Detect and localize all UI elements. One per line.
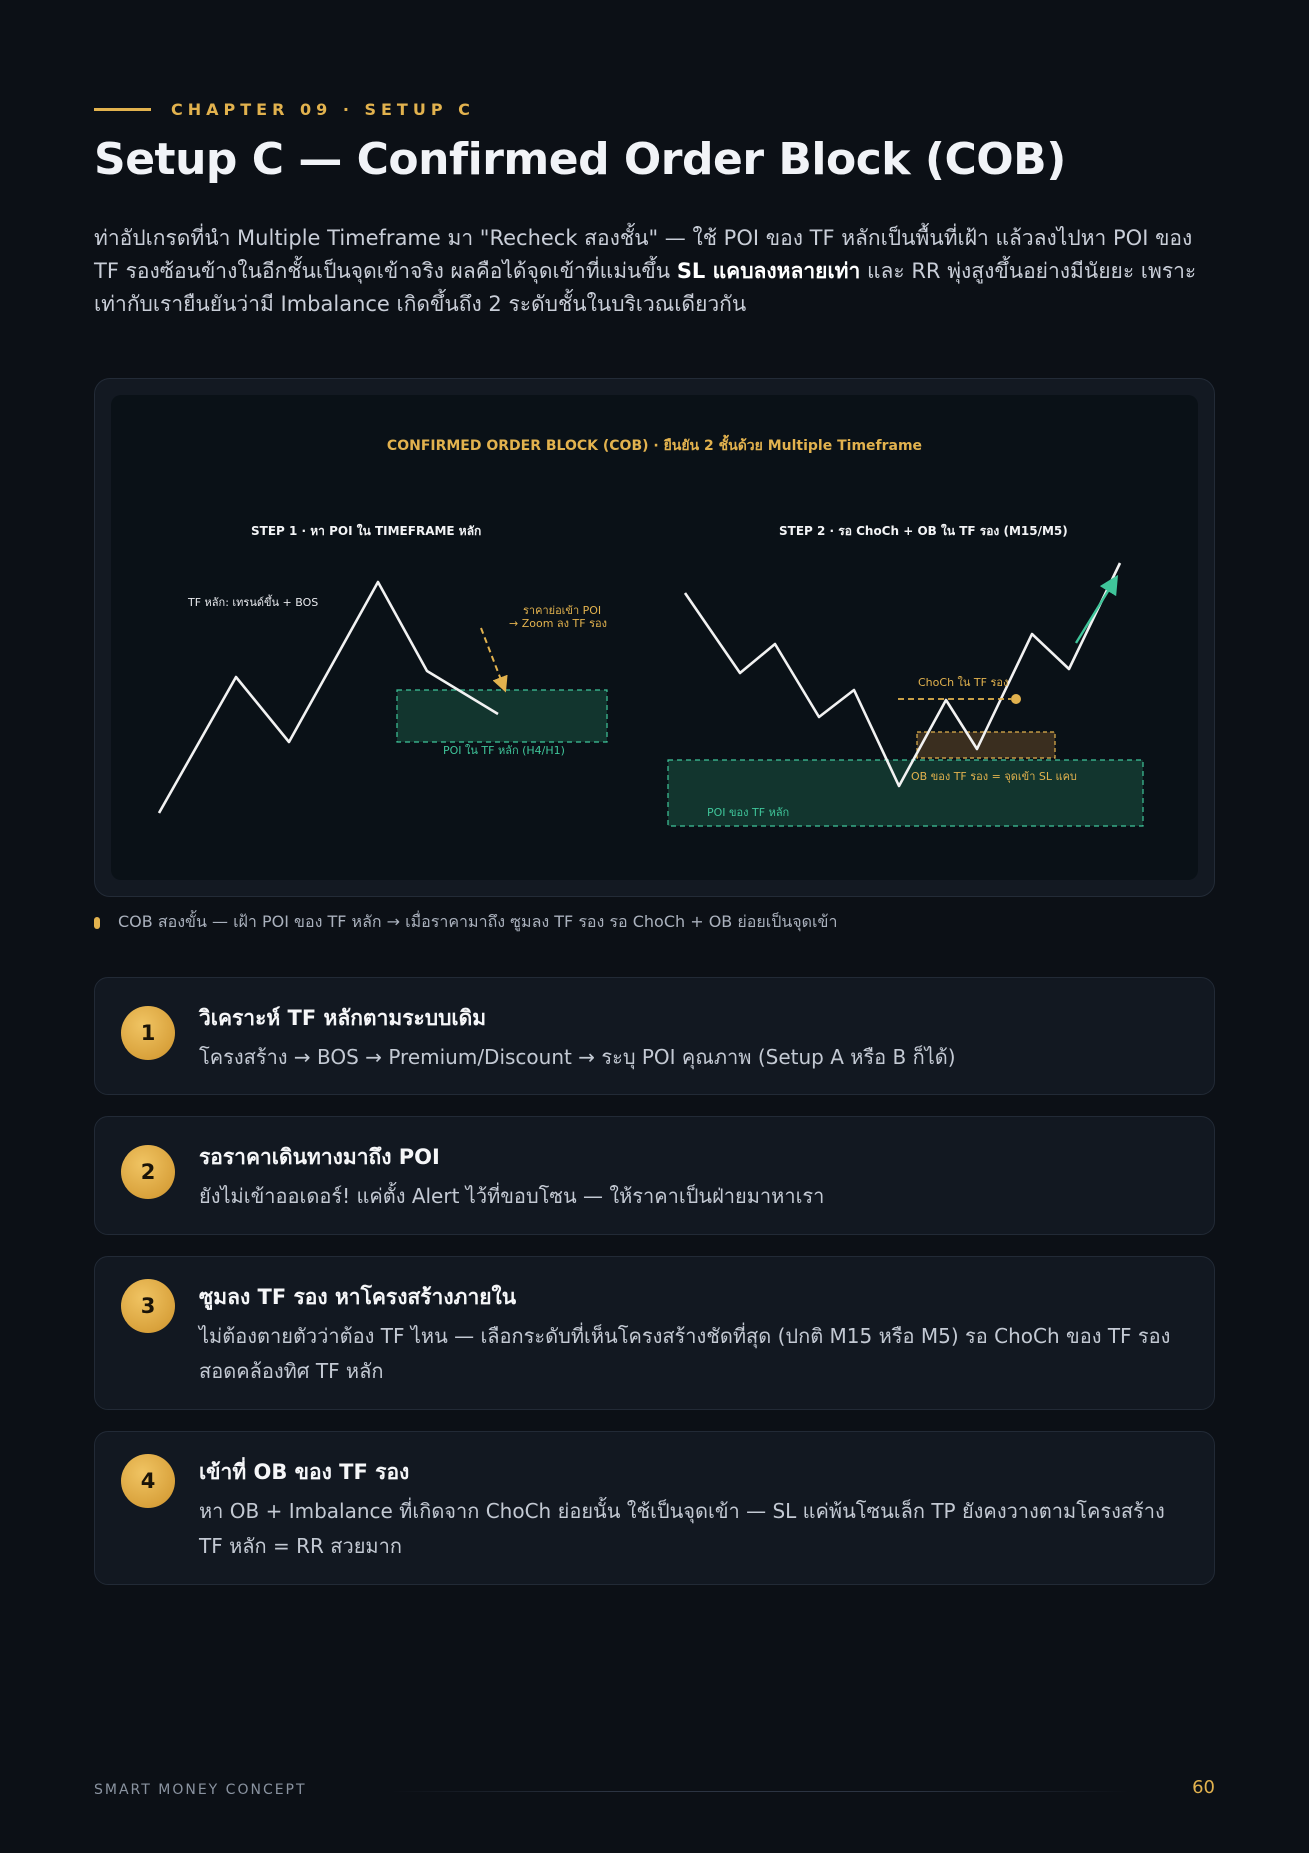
footer-brand: SMART MONEY CONCEPT — [94, 1782, 307, 1798]
page-number: 60 — [1192, 1777, 1215, 1798]
step-heading: เข้าที่ OB ของ TF รอง — [199, 1460, 410, 1484]
diagram-card — [94, 378, 1215, 897]
step-body: โครงสร้าง → BOS → Premium/Discount → ระบุ POI คุณภาพ (Setup A หรือ B ก็ได้) — [199, 1045, 956, 1069]
step1-zone-label: POI ใน TF หลัก (H4/H1) — [443, 744, 565, 757]
chapter-rule — [94, 108, 151, 111]
page-title: Setup C — Confirmed Order Block (COB) — [94, 134, 1066, 185]
diagram-title: CONFIRMED ORDER BLOCK (COB) · ยืนยัน 2 ชั้นด้วย Multiple Timeframe — [386, 438, 923, 454]
step2-continuation-arrow — [1076, 583, 1113, 643]
diagram-canvas — [111, 395, 1198, 880]
step1-poi-zone — [397, 690, 607, 742]
step1-pullback-arrow — [481, 628, 503, 685]
step2-zone-label: POI ของ TF หลัก — [707, 806, 790, 819]
step2-ob-zone — [917, 732, 1055, 758]
step-card-3 — [94, 1256, 1215, 1410]
choch-point — [1011, 694, 1021, 704]
step-heading: วิเคราะห์ TF หลักตามระบบเดิม — [199, 1006, 487, 1030]
intro-text-1: ท่าอัปเกรดที่นำ Multiple Timeframe มา "Recheck สองชั้น" — ใช้ POI ของ TF หลักเป็นพื้นที่เฝ้า แล้วลงไปหา POI ของ TF รองซ้อนข้างในอีกชั้นเป็นจุดเข้าจริง ผลคือได้จุดเข้าที่แม่นขึ้น — [94, 226, 1193, 283]
intro-paragraph — [94, 222, 1214, 321]
step-number-badge: 2 — [121, 1145, 175, 1199]
diagram-caption — [94, 910, 837, 935]
step1-pullback-label-2: → Zoom ลง TF รอง — [509, 617, 607, 630]
step-body: หา OB + Imbalance ที่เกิดจาก ChoCh ย่อยนั้น ใช้เป็นจุดเข้า — SL แค่พ้นโซนเล็ก TP ยังคงวางตามโครงสร้าง TF หลัก = RR สวยมาก — [199, 1499, 1165, 1558]
step-card-1 — [94, 977, 1215, 1095]
chapter-eyebrow — [94, 98, 475, 120]
diagram-svg — [111, 395, 1198, 880]
step-number-badge: 3 — [121, 1279, 175, 1333]
choch-label: ChoCh ใน TF รอง — [918, 676, 1009, 689]
ob-label: OB ของ TF รอง = จุดเข้า SL แคบ — [911, 770, 1077, 783]
intro-highlight: SL แคบลงหลายเท่า — [676, 259, 861, 283]
step-card-2 — [94, 1116, 1215, 1235]
step-body: ยังไม่เข้าออเดอร์! แค่ตั้ง Alert ไว้ที่ขอบโซน — ให้ราคาเป็นฝ่ายมาหาเรา — [199, 1184, 825, 1208]
step1-pullback-label-1: ราคาย่อเข้า POI — [523, 604, 602, 617]
caption-bullet — [94, 917, 100, 929]
step2-title: STEP 2 · รอ ChoCh + OB ใน TF รอง (M15/M5) — [779, 524, 1068, 538]
step-card-4 — [94, 1431, 1215, 1585]
step1-title: STEP 1 · หา POI ใน TIMEFRAME หลัก — [251, 524, 482, 538]
step-heading: ซูมลง TF รอง หาโครงสร้างภายใน — [199, 1285, 517, 1309]
intro-text-2: และ RR พุ่งสูงขึ้นอย่างมีนัยยะ เพราะเท่ากับเรายืนยันว่ามี Imbalance เกิดขึ้นถึง 2 ระดับชั้นในบริเวณเดียวกัน — [94, 259, 1197, 316]
step-number-badge: 1 — [121, 1006, 175, 1060]
chapter-label: CHAPTER 09 · SETUP C — [171, 99, 475, 119]
step-number-badge: 4 — [121, 1454, 175, 1508]
step-heading: รอราคาเดินทางมาถึง POI — [199, 1145, 440, 1169]
step-body: ไม่ต้องตายตัวว่าต้อง TF ไหน — เลือกระดับที่เห็นโครงสร้างชัดที่สุด (ปกติ M15 หรือ M5) รอ ChoCh ของ TF รองสอดคล้องทิศ TF หลัก — [199, 1324, 1171, 1383]
footer-rule — [390, 1791, 1130, 1792]
caption-text: COB สองขั้น — เฝ้า POI ของ TF หลัก → เมื่อราคามาถึง ซูมลง TF รอง รอ ChoCh + OB ย่อยเป็นจุดเข้า — [118, 912, 838, 931]
step1-trend-label: TF หลัก: เทรนด์ขึ้น + BOS — [188, 596, 319, 609]
